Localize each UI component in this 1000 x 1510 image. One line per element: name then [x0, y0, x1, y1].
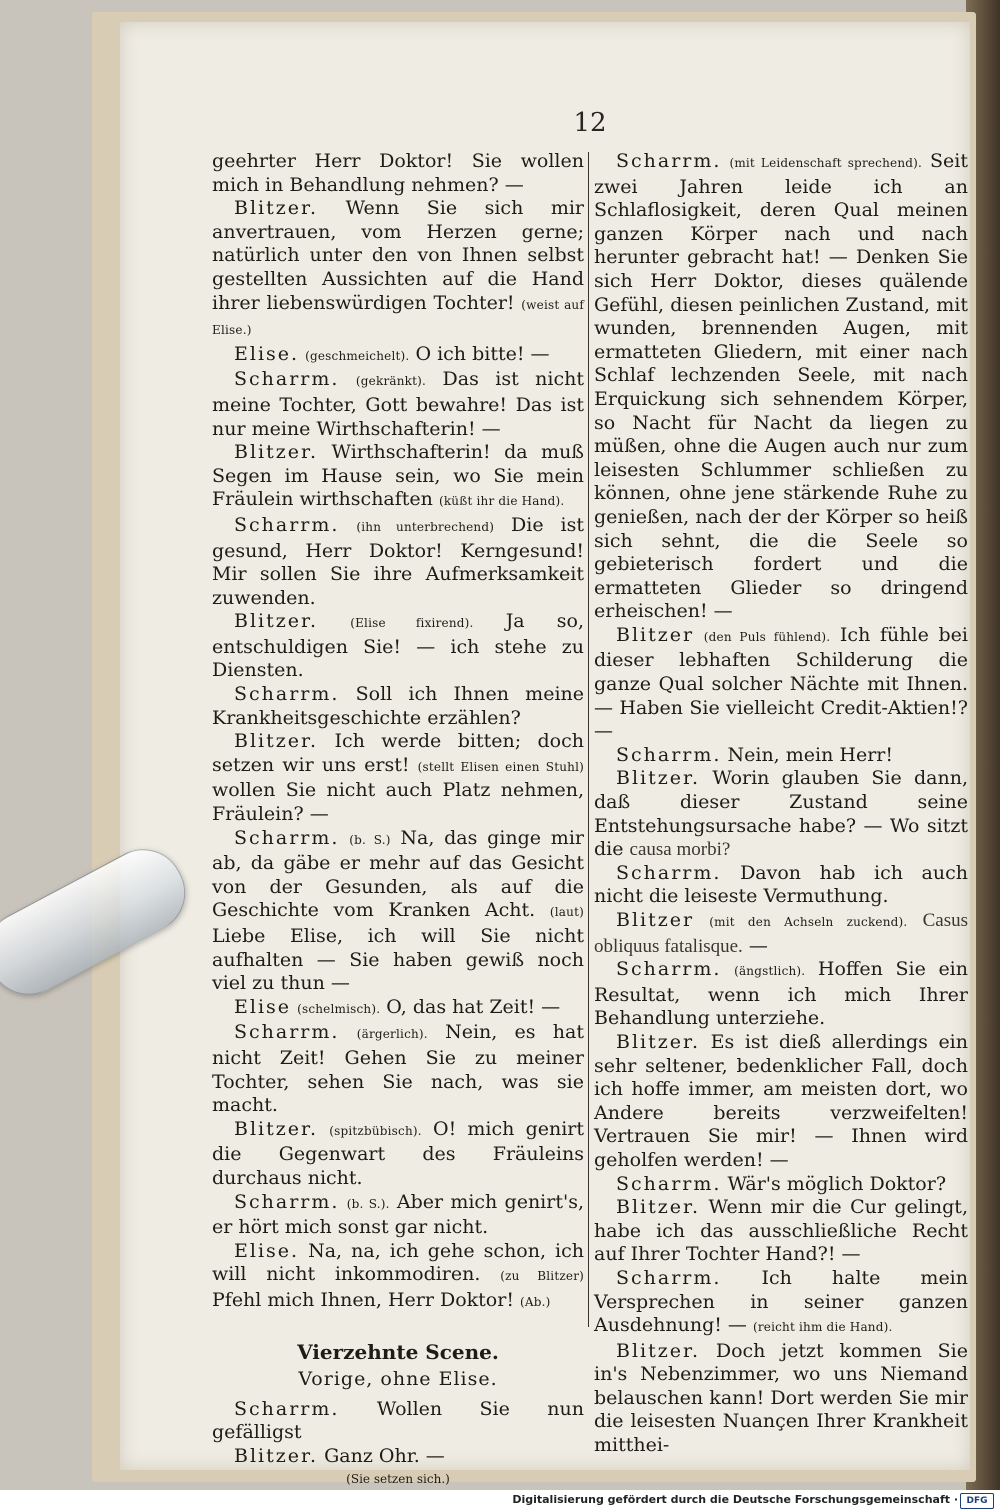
dialogue-text: Worin glauben Sie dann, daß dieser Zustand seine Entstehungsursache habe? — Wo sitzt die — [594, 767, 968, 861]
speaker-name: Elise — [234, 995, 292, 1018]
dialogue-paragraph — [594, 1340, 968, 1458]
latin-phrase: causa morbi? — [629, 839, 731, 861]
dialogue-paragraph — [594, 767, 968, 861]
stage-direction: (Ab.) — [520, 1294, 551, 1309]
dialogue-text: Seit zwei Jahren leide ich an Schlaflosigkeit, deren Qual meinen ganzen Körper nach und nach herunter gebracht hat! — Denken Sie sich Herr Doktor, dieses quälende Gefühl, diesen peinlichen Zustand, mit wunden, brennenden Augen, mit ermatteten Gliedern, mit einer nach Schlaf lechzenden Seele, mit nach Erquickung sich sehnendem Körper, so Nacht für Nacht da liegen zu müßen, ohne die Augen auch nur zum leisesten Schlummer schließen zu können, ohne jene stärkende Ruhe zu genießen, nach der der Körper so heiß sich sehnt, die die Seele so gebieterisch fordert und die ermatteten Glieder so dringend erheischen! — — [594, 150, 969, 623]
dialogue-paragraph — [594, 1196, 968, 1267]
stage-direction: (schelmisch). — [297, 1001, 381, 1016]
right-text-column — [594, 150, 968, 1458]
dialogue-text: Es ist dieß allerdings ein sehr seltener, bedenklicher Fall, doch ich hoffe immer, am meisten dort, wo Andere bereits verzweifelten! Vertrauen Sie mir! — Ihnen wird geholfen werden! — — [594, 1030, 968, 1171]
dialogue-text: Ich werde bitten; doch setzen wir uns erst! — [212, 730, 585, 776]
dialogue-text: Wollen Sie nun gefälligst — [212, 1397, 584, 1444]
speaker-name: Blitzer. — [234, 730, 319, 753]
dialogue-paragraph — [594, 150, 968, 624]
dialogue-text: Ich fühle bei dieser lebhaften Schilderung die ganze Qual solcher Nächte mit Ihnen. — Haben Sie vielleicht Credit-Aktien!? — — [594, 623, 968, 743]
stage-direction: (geschmeichelt). — [305, 348, 410, 363]
dialogue-text: Das ist nicht meine Tochter, Gott bewahre! Das ist nur meine Wirthschafterin! — — [212, 368, 584, 440]
speaker-name: Blitzer — [616, 909, 695, 931]
column-divider — [588, 152, 589, 1327]
stage-direction: (ihn unterbrechend) — [356, 519, 495, 534]
stage-direction: (mit Leidenschaft sprechend). — [729, 156, 923, 170]
stage-direction: (spitzbübisch). — [329, 1123, 422, 1138]
speaker-name: Blitzer. — [616, 1030, 701, 1053]
speaker-name: Blitzer. — [234, 197, 319, 220]
speaker-name: Scharrm. — [616, 958, 722, 981]
latin-phrase: Casus obliquus fatalisque. — [594, 910, 968, 957]
dialogue-paragraph — [594, 1031, 968, 1173]
speaker-name: Elise. — [234, 342, 300, 365]
dialogue-text: O ich bitte! — — [415, 342, 550, 365]
dialogue-paragraph — [212, 343, 584, 369]
stage-direction: (Sie setzen sich.) — [346, 1472, 450, 1487]
dialogue-paragraph — [212, 514, 584, 610]
dialogue-text: Na, das ginge mir ab, da gäbe er mehr auf das Gesicht von der Gesunden, als auf die Geschichte vom Kranken Acht. — [212, 826, 584, 922]
dialogue-text: Wenn mir die Cur gelingt, habe ich das ausschließliche Recht auf Ihrer Tochter Hand?! — — [594, 1196, 968, 1266]
speaker-name: Scharrm. — [234, 1397, 340, 1420]
dialogue-paragraph — [594, 862, 968, 909]
dialogue-paragraph — [212, 610, 584, 683]
dialogue-paragraph — [212, 1398, 584, 1445]
dialogue-text: geehrter Herr Doktor! Sie wollen mich in Behandlung nehmen? — — [212, 150, 584, 196]
speaker-name: Blitzer. — [616, 1339, 701, 1362]
speaker-name: Scharrm. — [234, 368, 340, 391]
dialogue-text: Nein, mein Herr! — [727, 743, 893, 766]
scene-cast: Vorige, ohne Elise. — [298, 1368, 498, 1391]
dialogue-paragraph — [212, 1021, 584, 1117]
dialogue-paragraph — [212, 441, 584, 514]
dialogue-text: Ich halte mein Versprechen in seiner ganzen Ausdehnung! — — [594, 1266, 968, 1337]
speaker-name: Blitzer. — [234, 1444, 319, 1467]
dialogue-text: Liebe Elise, ich will Sie nicht aufhalten — Sie haben gewiß noch viel zu thun — — [212, 925, 584, 995]
dialogue-paragraph — [594, 958, 968, 1031]
speaker-name: Elise. — [234, 1239, 300, 1262]
dialogue-text: O! mich genirt die Gegenwart des Fräuleins durchaus nicht. — [212, 1117, 585, 1189]
speaker-name: Scharrm. — [616, 1172, 722, 1195]
speaker-name: Blitzer. — [234, 441, 319, 464]
dfg-logo-icon: DFG — [960, 1493, 994, 1509]
stage-direction: (laut) — [549, 905, 584, 920]
stage-direction: (stellt Elisen einen Stuhl) — [417, 759, 585, 774]
dialogue-text: Soll ich Ihnen meine Krankheitsgeschichte erzählen? — [212, 683, 584, 729]
dialogue-paragraph — [212, 150, 584, 197]
speaker-name: Scharrm. — [616, 743, 722, 766]
speaker-name: Blitzer. — [616, 1196, 701, 1219]
speaker-name: Scharrm. — [616, 1266, 722, 1289]
dialogue-text: Wär's möglich Doktor? — [727, 1172, 947, 1195]
speaker-name: Blitzer. — [234, 1117, 319, 1140]
speaker-name: Scharrm. — [234, 1021, 340, 1044]
dialogue-text: Ja so, entschuldigen Sie! — ich stehe zu Diensten. — [212, 610, 585, 682]
stage-direction: (gekränkt). — [355, 374, 427, 389]
dialogue-text: O, das hat Zeit! — — [386, 995, 561, 1018]
dialogue-paragraph — [212, 1191, 584, 1240]
stage-direction: (ängstlich). — [734, 964, 806, 979]
speaker-name: Scharrm. — [234, 683, 340, 706]
dialogue-paragraph — [212, 827, 584, 996]
dialogue-paragraph — [594, 744, 968, 768]
dialogue-paragraph — [212, 996, 584, 1022]
dialogue-text: — — [748, 934, 768, 957]
speaker-name: Scharrm. — [234, 513, 340, 536]
footer-bar — [0, 1490, 1000, 1510]
dialogue-text: Hoffen Sie ein Resultat, wenn ich mich Ihrer Behandlung unterziehe. — [594, 958, 969, 1030]
dialogue-paragraph — [212, 1240, 584, 1315]
dialogue-paragraph — [594, 1173, 968, 1197]
dialogue-text: Die ist gesund, Herr Doktor! Kerngesund! Mir sollen Sie ihre Aufmerksamkeit zuwenden. — [212, 513, 584, 609]
dialogue-paragraph — [594, 909, 968, 958]
dialogue-text: Pfehl mich Ihnen, Herr Doktor! — [212, 1288, 514, 1311]
speaker-name: Scharrm. — [234, 1190, 340, 1213]
page-number: 12 — [573, 108, 607, 138]
stage-direction: (reicht ihm die Hand). — [752, 1320, 893, 1335]
stage-direction: (ärgerlich). — [356, 1027, 428, 1042]
stage-direction: (b. S.). — [346, 1196, 390, 1211]
stage-direction: (den Puls fühlend). — [703, 629, 831, 644]
scene-heading: Vierzehnte Scene. — [297, 1339, 499, 1364]
speaker-name: Blitzer. — [234, 610, 319, 633]
dialogue-text: Wirthschafterin! da muß Segen im Hause sein, wo Sie mein Fräulein wirthschaften — [212, 441, 584, 511]
dialogue-text: Davon hab ich auch nicht die leiseste Vermuthung. — [594, 861, 969, 908]
dialogue-paragraph — [212, 368, 584, 441]
dialogue-paragraph — [212, 1118, 584, 1191]
stage-direction: (weist auf Elise.) — [212, 297, 584, 338]
dialogue-text: Aber mich genirt's, er hört mich sonst gar nicht. — [212, 1190, 584, 1239]
stage-direction: (b. S.) — [349, 832, 391, 847]
stage-direction: (küßt ihr die Hand). — [438, 494, 565, 509]
speaker-name: Scharrm. — [234, 826, 340, 849]
stage-direction: (Elise fixirend). — [350, 616, 474, 631]
dialogue-paragraph — [212, 683, 584, 730]
funding-credit: Digitalisierung gefördert durch die Deutsche Forschungsgemeinschaft · — [512, 1493, 958, 1506]
dialogue-paragraph — [212, 197, 584, 343]
speaker-name: Blitzer — [616, 623, 695, 646]
dialogue-text: Wenn Sie sich mir anvertrauen, vom Herzen gerne; natürlich unter den von Ihnen selbst gestellten Aussichten auf die Hand ihrer liebenswürdigen Tochter! — [212, 197, 584, 314]
dialogue-text: Nein, es hat nicht Zeit! Gehen Sie zu meiner Tochter, sehen Sie nach, was sie macht. — [212, 1021, 584, 1117]
dialogue-text: Ganz Ohr. — — [324, 1444, 445, 1467]
dialogue-text: Na, na, ich gehe schon, ich will nicht inkommodiren. — [212, 1239, 585, 1286]
dialogue-paragraph — [212, 1445, 584, 1469]
dialogue-paragraph — [594, 624, 968, 744]
speaker-name: Blitzer. — [616, 767, 701, 790]
dialogue-paragraph — [212, 730, 584, 826]
stage-direction: (zu Blitzer) — [500, 1269, 585, 1284]
dialogue-paragraph — [594, 1267, 968, 1340]
speaker-name: Scharrm. — [616, 150, 722, 172]
stage-direction: (mit den Achseln zuckend). — [709, 915, 908, 929]
left-text-column — [212, 150, 584, 1492]
dialogue-text: wollen Sie nicht auch Platz nehmen, Fräulein? — — [212, 779, 584, 826]
dialogue-text: Doch jetzt kommen Sie in's Nebenzimmer, wo uns Niemand belauschen kann! Dort werden Sie mir die leisesten Nuançen Ihrer Krankheit mitthei- — [594, 1339, 968, 1457]
speaker-name: Scharrm. — [616, 861, 722, 884]
